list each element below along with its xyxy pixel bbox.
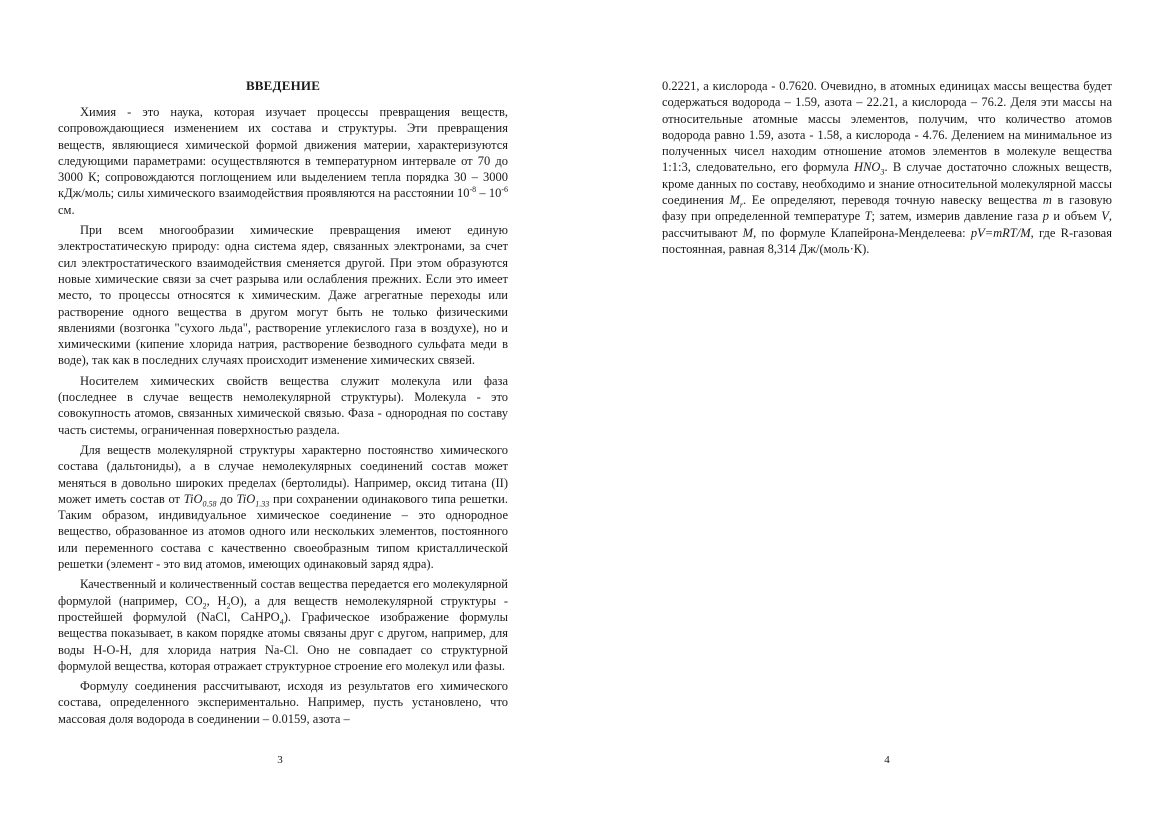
left-page-text — [58, 78, 508, 731]
paragraph: Качественный и количественный состав вещества передается его молекулярной формулой (например, $CO_2$, $H_2O$), а для веществ немолекулярной структуры - простейшей формулой (NaCl, CaHPO$_4$). Графическое изображение формулы вещества показывает, в каком порядке атомы связаны друг с другом, например, для воды H-O-H, для хлорида натрия Na-Cl. Оно не совпадает со структурной формулой вещества, которая отражает структурное строение его молекул или фазы. — [58, 577, 508, 673]
chapter-heading: ВВЕДЕНИЕ — [245, 78, 321, 93]
page-number: 3 — [277, 754, 283, 766]
paragraph: Химия - это наука, которая изучает процессы превращения веществ, сопровождающиеся изменением их состава и структуры. Эти превращения веществ, являющиеся химической формой движения материи, характеризуются следующими параметрами: осуществляются в температурном интервале от 70 до 3000 К; сопровождаются поглощением или выделением тепла порядка 30 – 3000 кДж/моль; силы химического взаимодействия проявляются на расстоянии $10^{-8} - 10^{-6}$ см. — [58, 105, 508, 217]
right-page — [585, 0, 1169, 826]
page-number: 4 — [884, 754, 890, 766]
paragraph: Для веществ молекулярной структуры характерно постоянство химического состава (дальтониды), а в случае немолекулярных соединений состав может меняться в довольно широких пределах (бертолиды). Например, оксид титана (II) может иметь состав от TiO$_{0.58}$ до TiO$_{1.33}$ при сохранении одинакового типа решетки. Таким образом, индивидуальное химическое соединение – это однородное вещество, образованное из атомов одного или нескольких элементов, постоянного или переменного состава с качественно своеобразным типом кристаллической решетки (элемент - это вид атомов, имеющих одинаковый заряд ядра). — [58, 442, 508, 572]
paragraph: Формулу соединения рассчитывают, исходя из результатов его химического состава, определенного экспериментально. Например, пусть установлено, что массовая доля водорода в соединении – 0.0159, азота – — [58, 679, 508, 726]
paragraph: Носителем химических свойств вещества служит молекула или фаза (последнее в случае веществ немолекулярной структуры). Молекула - это совокупность атомов, связанных химической связью. Фаза - однородная по составу часть системы, ограниченная поверхностью раздела. — [58, 373, 508, 437]
right-page-text — [662, 78, 1112, 261]
paragraph: При всем многообразии химические превращения имеют единую электростатическую природу: одна система ядер, связанных электронами, за счет сил электростатического взаимодействия сменяется другой. При этом образуются новые химические связи за счет разрыва или ослабления прежних. Если это имеет место, то процессы относятся к химическим. Даже агрегатные переходы или растворение одного вещества в другом могут быть не только физическими явлениями (возгонка "сухого льда", растворение углекислого газа в воздухе), но и химическими (кипение хлорида натрия, растворение безводного сульфата меди в воде), так как в последних случаях происходит изменение химических связей. — [58, 223, 508, 368]
paragraph: 0.2221, а кислорода - 0.7620. Очевидно, в атомных единицах массы вещества будет содержаться водорода – 1.59, азота – 22.21, а кислорода – 76.2. Деля эти массы на относительные атомные массы элементов, получим, что количество атомов водорода равно 1.59, азота - 1.58, а кислорода - 4.76. Делением на минимальное из полученных чисел находим отношение атомов элементов в молекуле вещества 1:1:3, следовательно, его формула $HNO_3$. В случае достаточно сложных веществ, кроме данных по составу, необходимо и знание относительной молекулярной массы соединения $M_r$. Ее определяют, переводя точную навеску вещества m в газовую фазу при определенной температуре T; затем, измерив давление газа p и объем V, рассчитывают M, по формуле Клапейрона-Менделеева: pV=mRT/M, где R-газовая постоянная, равная 8,314 Дж/(моль·К). — [662, 79, 1112, 256]
